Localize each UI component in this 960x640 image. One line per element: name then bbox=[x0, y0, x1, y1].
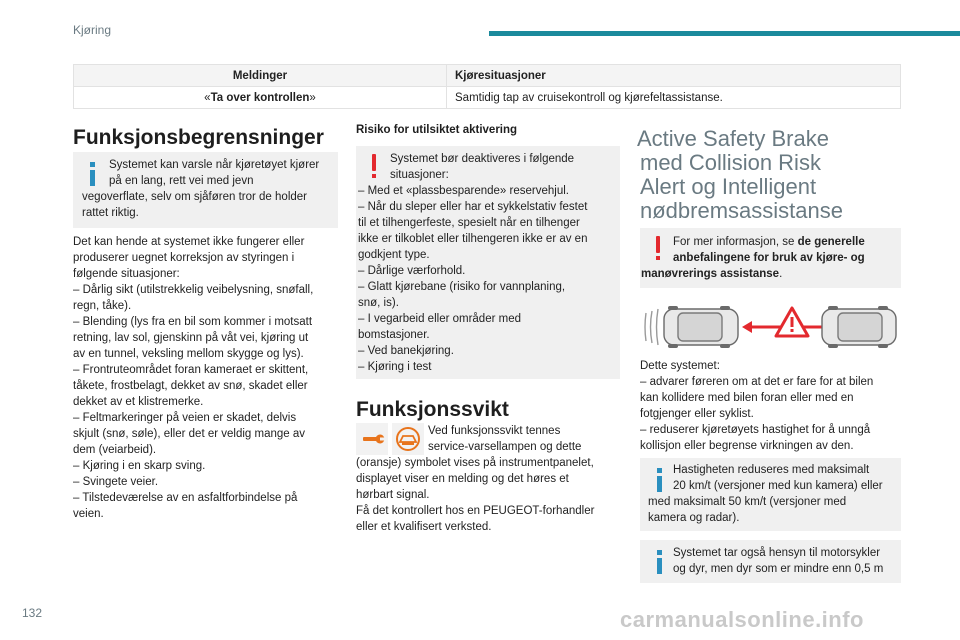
body-line: Det kan hende at systemet ikke fungerer eller bbox=[73, 236, 305, 248]
body-line: kollisjon eller begrense virkningen av den. bbox=[640, 440, 854, 452]
warning-text: . bbox=[779, 268, 783, 280]
body-line: retning, lav sol, gjenskinn på våt vei, kjøring ut bbox=[73, 332, 309, 344]
section-title-malfunction: Funksjonssvikt bbox=[356, 398, 509, 421]
info-icon-dot bbox=[657, 468, 662, 473]
body-line: Dette systemet: bbox=[640, 360, 720, 372]
leading-car-icon bbox=[822, 306, 896, 348]
title-line: Active Safety Brake bbox=[637, 126, 829, 151]
warning-line bbox=[641, 266, 899, 282]
body-line: – Tilstedeværelse av en asfaltforbindelse på bbox=[73, 492, 298, 504]
warning-text: For mer informasjon, se bbox=[673, 236, 798, 248]
body-line: tåkete, frostbelagt, dekket av snø, skadet eller bbox=[73, 380, 308, 392]
section-title-limitations: Funksjonsbegrensninger bbox=[73, 126, 324, 149]
info-icon bbox=[90, 170, 95, 186]
body-line: veien. bbox=[73, 508, 104, 520]
section-title-unintended-activation: Risiko for utilsiktet aktivering bbox=[356, 124, 518, 136]
info-line: og dyr, men dyr som er mindre enn 0,5 m bbox=[673, 563, 884, 575]
body-line: dekket av et klistremerke. bbox=[73, 396, 204, 408]
warning-line: snø, is). bbox=[358, 297, 399, 309]
info-line: 20 km/t (versjoner med kun kamera) eller bbox=[673, 480, 883, 492]
table-row bbox=[74, 87, 901, 109]
table-cell-situation: Samtidig tap av cruisekontroll og kjørefeltassistanse. bbox=[447, 87, 901, 109]
following-car-icon bbox=[645, 306, 738, 348]
warning-line: situasjoner: bbox=[390, 169, 449, 181]
body-line: skjult (snø, søle), eller det er veldig mange av bbox=[73, 428, 306, 440]
warning-icon bbox=[656, 236, 660, 253]
warning-line: – Dårlige værforhold. bbox=[358, 265, 466, 277]
warning-icon-dot bbox=[372, 174, 376, 178]
info-box-limitations bbox=[73, 152, 338, 228]
malfunction-body bbox=[356, 423, 624, 535]
message-text: Ta over kontrollen bbox=[210, 91, 310, 104]
body-line: eller et kvalifisert verksted. bbox=[356, 521, 492, 533]
warning-line: ikke er tilkoblet eller tilhengeren ikke er av en bbox=[358, 233, 588, 245]
body-line: Ved funksjonssvikt tennes bbox=[428, 425, 561, 437]
info-line: vegoverflate, selv om sjåføren tror de holder bbox=[82, 191, 307, 203]
info-line: kamera og radar). bbox=[648, 512, 740, 524]
quote-close: » bbox=[309, 91, 316, 104]
header-accent-bar bbox=[489, 31, 960, 36]
system-body bbox=[640, 358, 902, 454]
collision-illustration bbox=[642, 304, 900, 350]
title-line: med Collision Risk bbox=[640, 150, 821, 175]
watermark: carmanualsonline.info bbox=[620, 607, 864, 632]
body-line: av en tunnel, veksling mellom skygge og lys). bbox=[73, 348, 304, 360]
info-icon-dot bbox=[657, 550, 662, 555]
body-line: – Kjøring i en skarp sving. bbox=[73, 460, 206, 472]
warning-line bbox=[673, 234, 899, 250]
title-line: Alert og Intelligent bbox=[640, 174, 817, 199]
body-line: – Dårlig sikt (utilstrekkelig veibelysning, snøfall, bbox=[73, 284, 314, 296]
warning-line: Systemet bør deaktiveres i følgende bbox=[390, 153, 575, 165]
limitations-body bbox=[73, 234, 345, 522]
warning-icon-dot bbox=[656, 256, 660, 260]
body-line: regn, tåke). bbox=[73, 300, 132, 312]
quote-open: « bbox=[204, 91, 211, 104]
info-line: på en lang, rett vei med jevn bbox=[109, 175, 254, 187]
body-line: – Svingete veier. bbox=[73, 476, 159, 488]
section-title-active-safety-brake bbox=[637, 127, 899, 223]
table-header-row bbox=[74, 65, 901, 87]
body-line: – Frontruteområdet foran kameraet er skittent, bbox=[73, 364, 309, 376]
body-line: produserer uegnet korreksjon av styringen i bbox=[73, 252, 295, 264]
warning-line: – Kjøring i test bbox=[358, 361, 432, 373]
info-icon bbox=[657, 558, 662, 574]
table-cell-message bbox=[74, 87, 447, 109]
warning-line: – Med et «plassbesparende» reservehjul. bbox=[358, 185, 569, 197]
body-line: – reduserer kjøretøyets hastighet for å unngå bbox=[640, 424, 871, 436]
info-line: Hastigheten reduseres med maksimalt bbox=[673, 464, 870, 476]
page-number: 132 bbox=[22, 606, 43, 620]
body-line: fotgjenger eller syklist. bbox=[640, 408, 754, 420]
warning-link-text: manøvrerings assistanse bbox=[641, 268, 780, 280]
body-line: service-varsellampen og dette bbox=[428, 441, 582, 453]
body-line: hørbart signal. bbox=[356, 489, 430, 501]
warning-icon bbox=[372, 154, 376, 171]
info-line: med maksimalt 50 km/t (versjoner med bbox=[648, 496, 847, 508]
body-line: (oransje) symbolet vises på instrumentpanelet, bbox=[356, 457, 594, 469]
body-line: – Blending (lys fra en bil som kommer i motsatt bbox=[73, 316, 313, 328]
body-line: Få det kontrollert hos en PEUGEOT-forhandler bbox=[356, 505, 595, 517]
body-line: kan kollidere med bilen foran eller med en bbox=[640, 392, 854, 404]
body-line: følgende situasjoner: bbox=[73, 268, 180, 280]
info-box-motorcycles-animals bbox=[640, 540, 901, 583]
warning-line: – Når du sleper eller har et sykkelstativ festet bbox=[358, 201, 588, 213]
warning-link-text: de generelle bbox=[797, 236, 865, 248]
info-line: Systemet kan varsle når kjøretøyet kjører bbox=[109, 159, 320, 171]
warning-line: – Ved banekjøring. bbox=[358, 345, 454, 357]
title-line: nødbremsassistanse bbox=[640, 198, 843, 223]
warning-line: – Glatt kjørebane (risiko for vannplaning, bbox=[358, 281, 566, 293]
warning-box-deactivate bbox=[356, 146, 620, 379]
warning-line: bomstasjoner. bbox=[358, 329, 430, 341]
header-section-title: Kjøring bbox=[73, 23, 112, 37]
body-line: displayet viser en melding og det høres et bbox=[356, 473, 569, 485]
warning-link-text: anbefalingene for bruk av kjøre- og bbox=[673, 252, 865, 264]
info-icon bbox=[657, 476, 662, 492]
warning-line: til et tilhengerfeste, spesielt når en tilhenger bbox=[358, 217, 580, 229]
info-line: Systemet tar også hensyn til motorsykler bbox=[673, 547, 881, 559]
warning-line: godkjent type. bbox=[358, 249, 430, 261]
messages-table bbox=[73, 64, 901, 109]
info-icon-dot bbox=[90, 162, 95, 167]
column-header-messages: Meldinger bbox=[74, 65, 447, 87]
body-line: – advarer føreren om at det er fare for at bilen bbox=[640, 376, 874, 388]
info-line: rattet riktig. bbox=[82, 207, 139, 219]
info-box-speed-reduction bbox=[640, 458, 901, 531]
column-header-situations: Kjøresituasjoner bbox=[447, 65, 901, 87]
body-line: – Feltmarkeringer på veien er skadet, delvis bbox=[73, 412, 297, 424]
body-line: dem (veiarbeid). bbox=[73, 444, 157, 456]
warning-line: – I vegarbeid eller områder med bbox=[358, 313, 521, 325]
warning-box-more-info bbox=[640, 228, 901, 288]
